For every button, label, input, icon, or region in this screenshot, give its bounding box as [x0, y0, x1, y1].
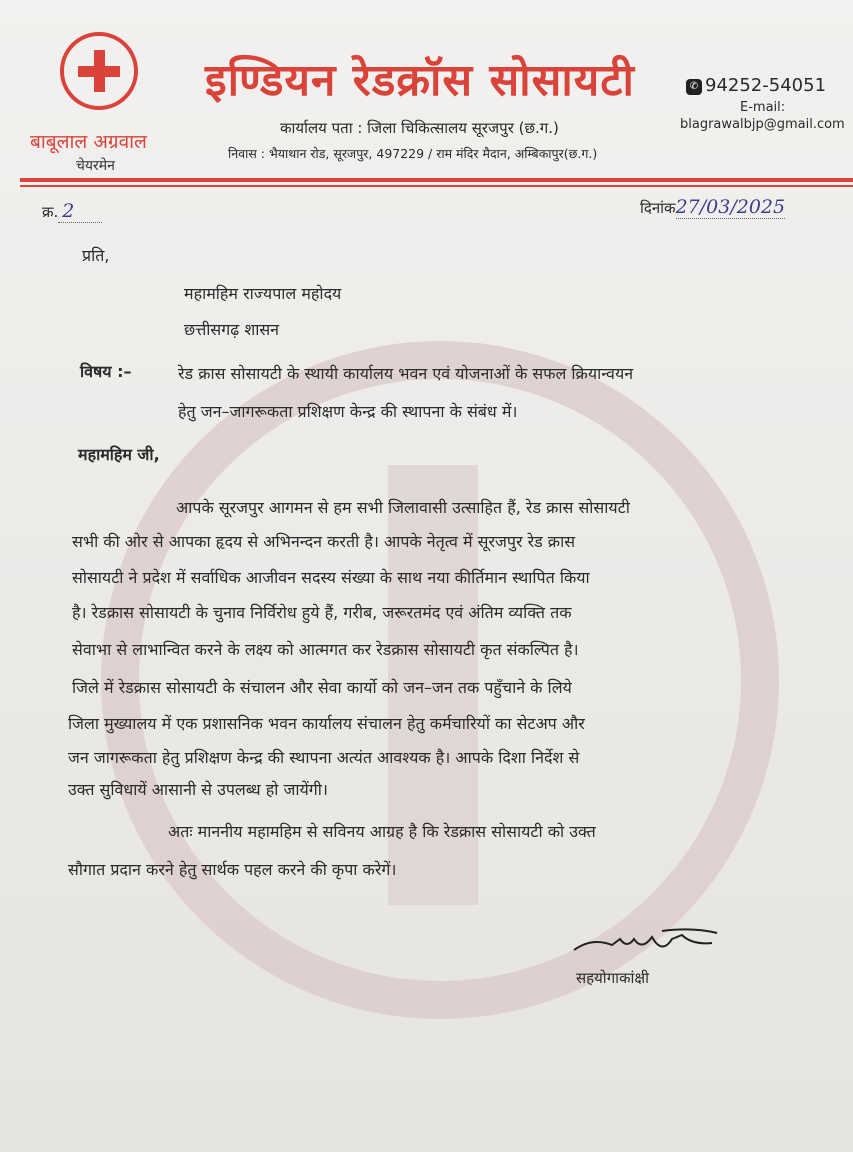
- body-line: आपके सूरजपुर आगमन से हम सभी जिलावासी उत्साहित हैं, रेड क्रास सोसायटी: [176, 498, 630, 517]
- recipient-line1: महामहिम राज्यपाल महोदय: [184, 284, 342, 303]
- body-line: सेवाभा से लाभान्वित करने के लक्ष्य को आत्मगत कर रेडक्रास सोसायटी कृत संकल्पित है।: [72, 640, 579, 659]
- phone-number: 94252-54051: [705, 75, 827, 96]
- email-address: blagrawalbjp@gmail.com: [680, 117, 845, 132]
- subject-line: रेड क्रास सोसायटी के स्थायी कार्यालय भवन एवं योजनाओं के सफल क्रियान्वयन: [178, 364, 634, 383]
- body-line: जिले में रेडक्रास सोसायटी के संचालन और सेवा कार्यो को जन–जन तक पहुँचाने के लिये: [72, 678, 572, 697]
- chairman-name: बाबूलाल अग्रवाल: [30, 131, 147, 153]
- header-divider: [20, 178, 853, 182]
- phone-icon: ✆: [686, 79, 702, 95]
- body-line: सभी की ओर से आपका हृदय से अभिनन्दन करती है। आपके नेतृत्व में सूरजपुर रेड क्रास: [72, 532, 576, 551]
- organization-title: इण्डियन रेडक्रॉस सोसायटी: [205, 55, 635, 106]
- email-label: E-mail:: [740, 100, 786, 115]
- red-cross-logo-icon: [60, 32, 138, 110]
- letter-date: [640, 196, 785, 218]
- recipient-line2: छत्तीसगढ़ शासन: [184, 320, 280, 339]
- body-line: सोसायटी ने प्रदेश में सर्वाधिक आजीवन सदस्य संख्या के साथ नया कीर्तिमान स्थापित किया: [72, 568, 590, 587]
- body-line: जिला मुख्यालय में एक प्रशासनिक भवन कार्यालय संचालन हेतु कर्मचारियों का सेटअप और: [68, 714, 585, 733]
- date-label: दिनांक: [640, 199, 676, 217]
- reference-value: 2: [58, 200, 102, 223]
- recipient-salutation: प्रति,: [82, 246, 110, 265]
- header-divider-thin: [20, 185, 853, 187]
- body-line: सौगात प्रदान करने हेतु सार्थक पहल करने की कृपा करेगें।: [68, 860, 397, 879]
- reference-number: [42, 200, 102, 222]
- office-address: कार्यालय पता : जिला चिकित्सालय सूरजपुर (छ.ग.): [280, 119, 559, 137]
- reference-label: क्र.: [42, 203, 59, 221]
- body-line: है। रेडक्रास सोसायटी के चुनाव निर्विरोध हुये हैं, गरीब, जरूरतमंद एवं अंतिम व्यक्ति तक: [72, 603, 572, 622]
- phone-contact: [686, 75, 826, 96]
- body-line: जन जागरूकता हेतु प्रशिक्षण केन्द्र की स्थापना अत्यंत आवश्यक है। आपके दिशा निर्देश से: [68, 748, 580, 767]
- chairman-role: चेयरमेन: [76, 158, 115, 174]
- subject-line: हेतु जन–जागरूकता प्रशिक्षण केन्द्र की स्थापना के संबंध में।: [178, 402, 518, 421]
- date-value: 27/03/2025: [675, 196, 786, 218]
- body-line: उक्त सुविधायें आसानी से उपलब्ध हो जायेंगी।: [68, 780, 328, 799]
- subject-label: विषय :–: [80, 362, 132, 381]
- body-line: अतः माननीय महामहिम से सविनय आग्रह है कि रेडक्रास सोसायटी को उक्त: [168, 822, 596, 841]
- greeting: महामहिम जी,: [78, 445, 160, 464]
- closing-text: सहयोगाकांक्षी: [576, 969, 650, 987]
- residence-address: निवास : भैयाथान रोड, सूरजपुर, 497229 / राम मंदिर मैदान, अम्बिकापुर(छ.ग.): [228, 146, 598, 161]
- signature: [572, 925, 722, 965]
